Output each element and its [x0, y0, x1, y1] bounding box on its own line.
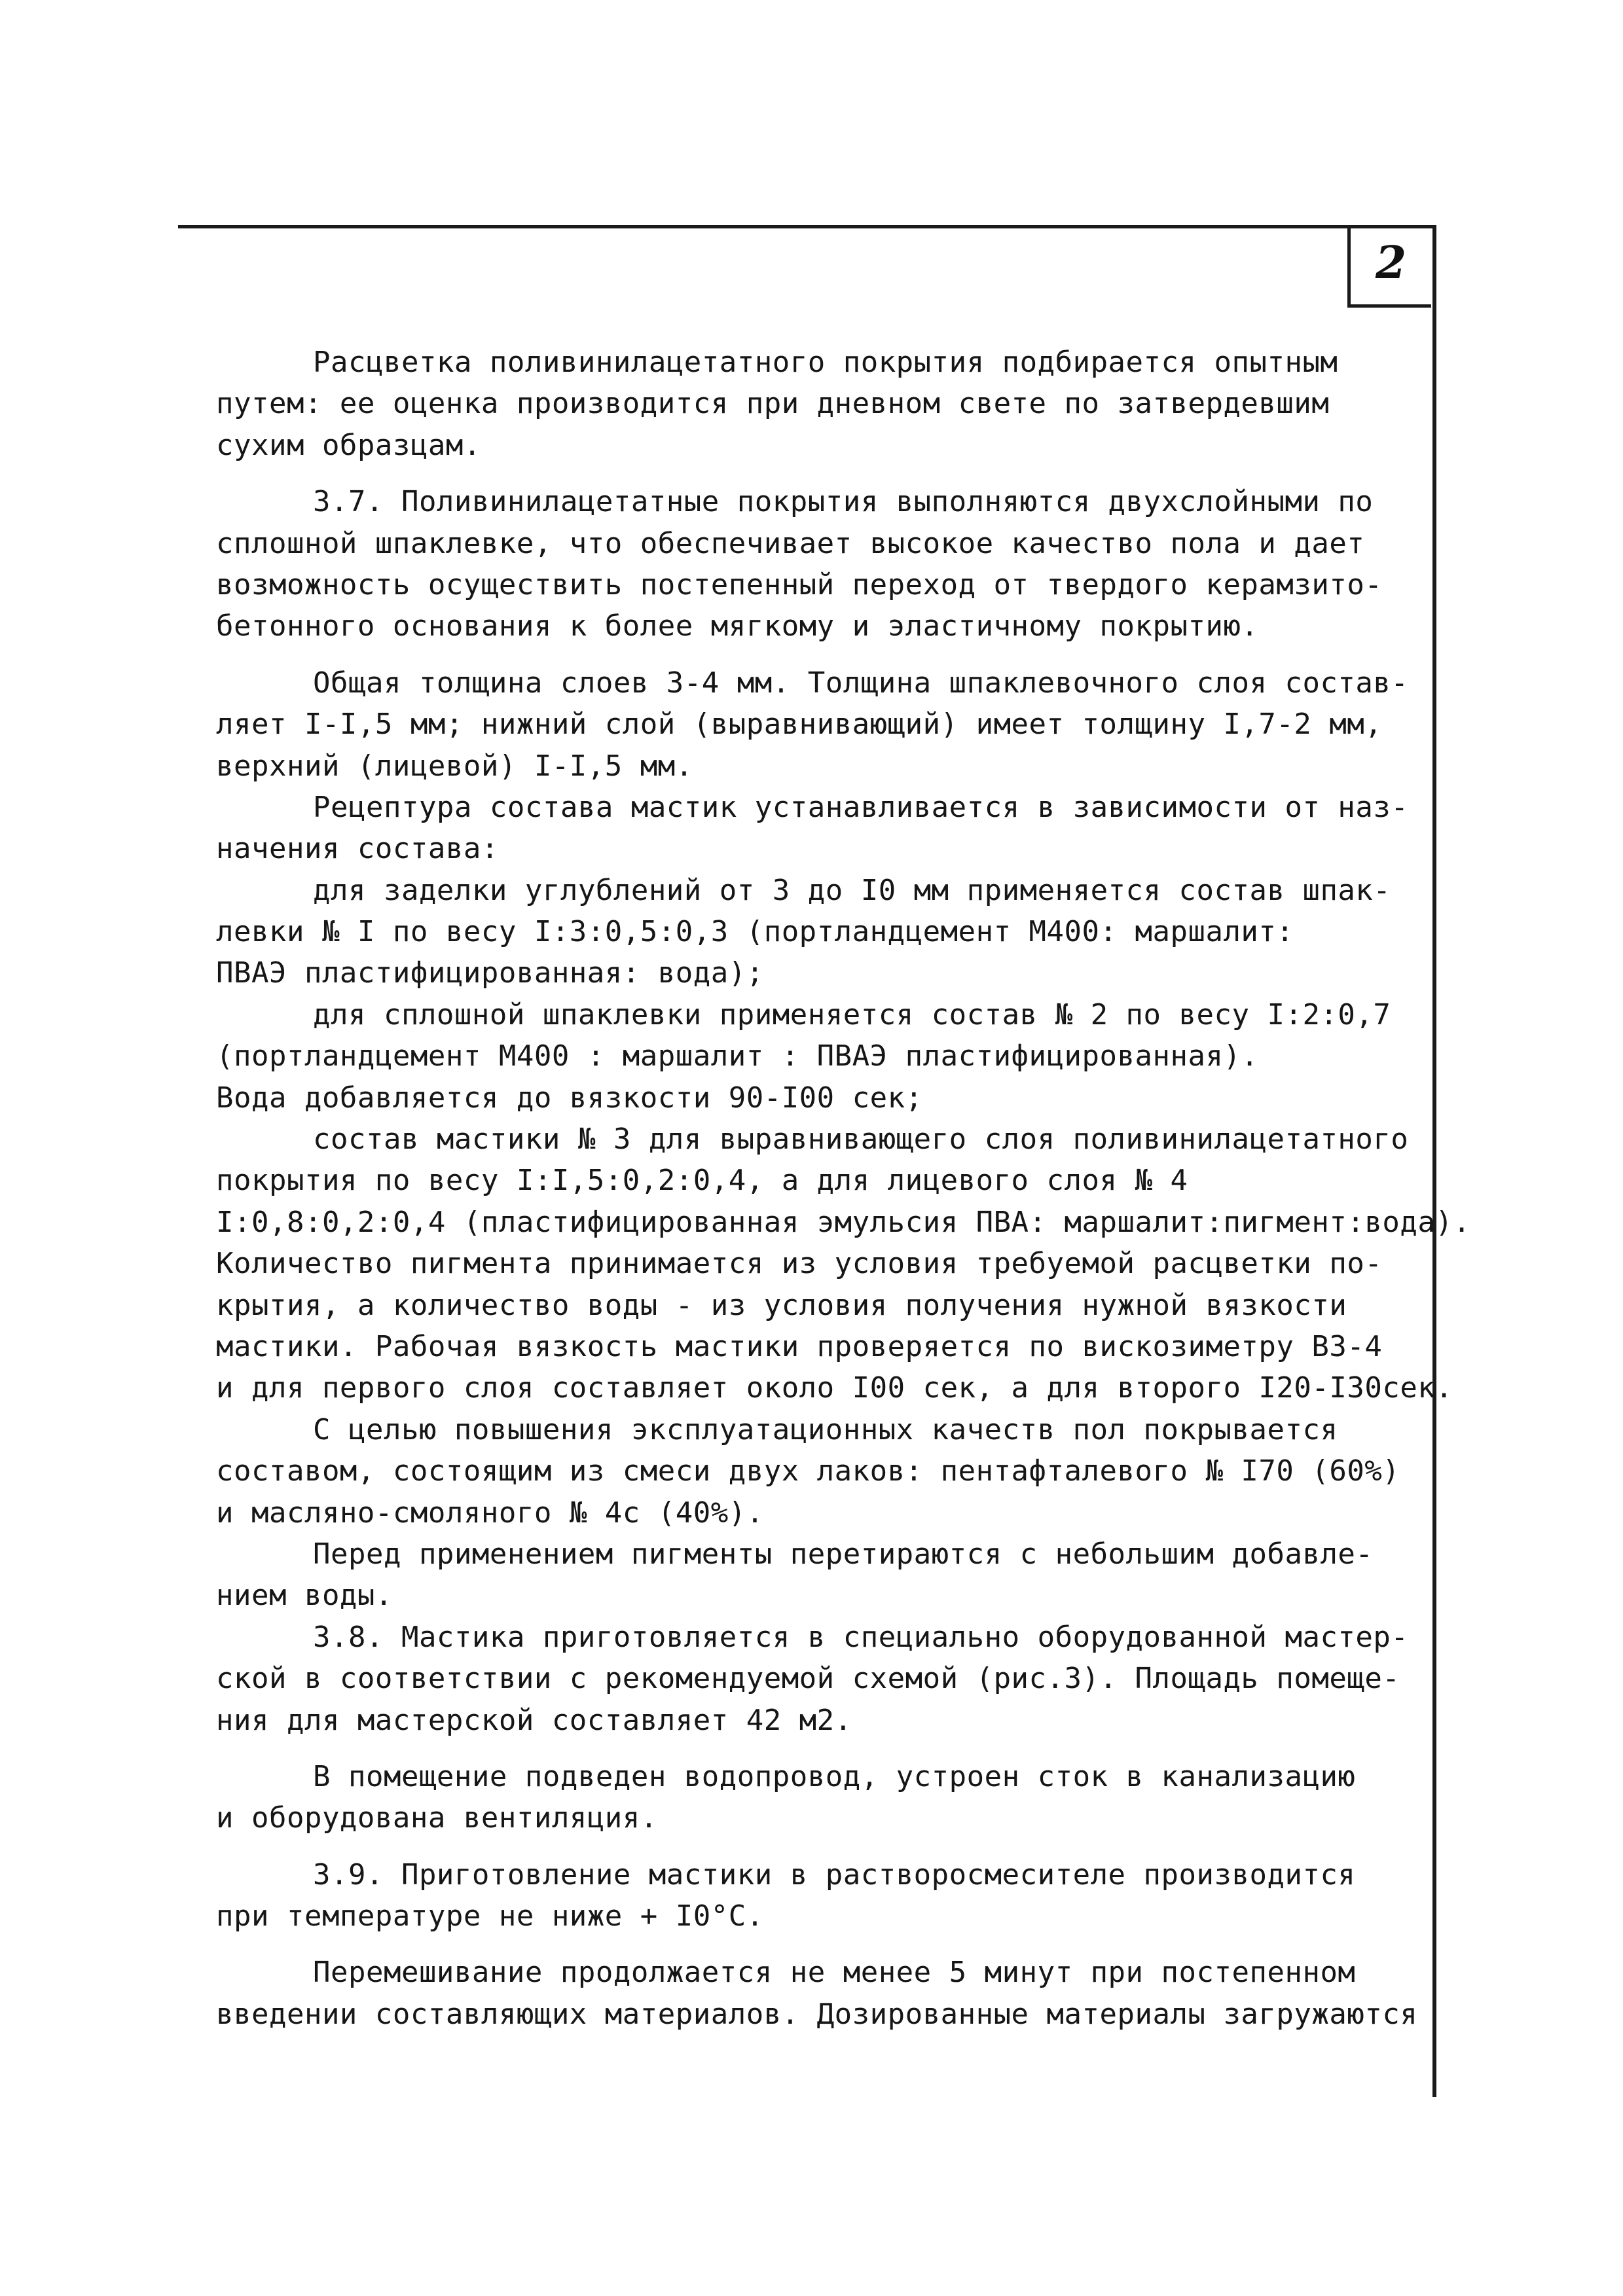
paragraph	[216, 481, 1473, 647]
text-line: сухим образцам.	[216, 428, 481, 462]
paragraph-gap	[216, 466, 1473, 481]
paragraph	[216, 787, 1473, 870]
text-line: бетонного основания к более мягкому и эластичному покрытию.	[216, 609, 1259, 643]
paragraph	[216, 994, 1473, 1119]
text-line: С целью повышения эксплуатационных качеств пол покрывается	[313, 1412, 1338, 1446]
text-line: ской в соответствии с рекомендуемой схемой (рис.3). Площадь помеще-	[216, 1662, 1400, 1696]
paragraph-gap	[216, 647, 1473, 662]
text-line: сплошной шпаклевке, что обеспечивает высокое качество пола и дает	[216, 526, 1365, 560]
text-line: начения состава:	[216, 832, 499, 866]
text-line: возможность осуществить постепенный переход от твердого керамзито-	[216, 567, 1383, 601]
text-line: Перемешивание продолжается не менее 5 минут при постепенном	[313, 1956, 1356, 1990]
text-line: введении составляющих материалов. Дозированные материалы загружаются	[216, 1997, 1418, 2031]
text-line: Перед применением пигменты перетираются с небольшим добавле-	[313, 1537, 1374, 1571]
paragraph	[216, 662, 1473, 787]
text-line: ния для мастерской составляет 42 м2.	[216, 1703, 852, 1737]
paragraph	[216, 342, 1473, 466]
paragraph	[216, 1409, 1473, 1534]
text-line: нием воды.	[216, 1579, 393, 1613]
text-line: Количество пигмента принимается из условия требуемой расцветки по-	[216, 1247, 1383, 1281]
text-line: и оборудована вентиляция.	[216, 1801, 658, 1835]
paragraph-gap	[216, 1839, 1473, 1854]
text-line: 3.7. Поливинилацетатные покрытия выполняются двухслойными по	[313, 485, 1374, 519]
text-line: для заделки углублений от 3 до I0 мм применяется состав шпак-	[313, 873, 1391, 907]
paragraph	[216, 1534, 1473, 1617]
text-line: Общая толщина слоев 3-4 мм. Толщина шпаклевочного слоя состав-	[313, 666, 1409, 700]
text-line: при температуре не ниже + I0°С.	[216, 1899, 764, 1933]
paragraph	[216, 1854, 1473, 1937]
text-line: Рецептура состава мастик устанавливается в зависимости от наз-	[313, 790, 1409, 824]
text-line: левки № I по весу I:3:0,5:0,3 (портландцемент М400: маршалит:	[216, 915, 1294, 949]
body-text	[216, 342, 1473, 2035]
text-line: крытия, а количество воды - из условия получения нужной вязкости	[216, 1288, 1347, 1322]
text-line: верхний (лицевой) I-I,5 мм.	[216, 749, 693, 783]
text-line: составом, состоящим из смеси двух лаков: пентафталевого № I70 (60%)	[216, 1454, 1400, 1488]
paragraph	[216, 1617, 1473, 1741]
paragraph	[216, 870, 1473, 994]
text-line: ляет I-I,5 мм; нижний слой (выравнивающий) имеет толщину I,7-2 мм,	[216, 708, 1383, 742]
text-line: 3.9. Приготовление мастики в растворосмесителе производится	[313, 1857, 1356, 1892]
paragraph	[216, 1119, 1473, 1409]
text-line: покрытия по весу I:I,5:0,2:0,4, а для лицевого слоя № 4	[216, 1164, 1188, 1198]
paragraph	[216, 1952, 1473, 2035]
text-line: и масляно-смоляного № 4с (40%).	[216, 1496, 764, 1530]
text-line: мастики. Рабочая вязкость мастики проверяется по вискозиметру ВЗ-4	[216, 1329, 1383, 1363]
text-line: 3.8. Мастика приготовляется в специально оборудованной мастер-	[313, 1620, 1409, 1654]
text-line: Расцветка поливинилацетатного покрытия подбирается опытным	[313, 346, 1338, 379]
page-number-box	[1347, 228, 1431, 308]
text-line: для сплошной шпаклевки применяется состав № 2 по весу I:2:0,7	[313, 997, 1391, 1031]
page-number: 2	[1375, 237, 1407, 289]
text-line: состав мастики № 3 для выравнивающего слоя поливинилацетатного	[313, 1122, 1409, 1157]
frame-top-line	[178, 225, 1435, 228]
text-line: В помещение подведен водопровод, устроен сток в канализацию	[313, 1759, 1356, 1793]
text-line: путем: ее оценка производится при дневном свете по затвердевшим	[216, 387, 1330, 421]
text-line: и для первого слоя составляет около I00 сек, а для второго I20-I30сек.	[216, 1371, 1453, 1405]
paragraph	[216, 1756, 1473, 1839]
paragraph-gap	[216, 1741, 1473, 1756]
text-line: ПВАЭ пластифицированная: вода);	[216, 956, 764, 990]
text-line: Вода добавляется до вязкости 90-I00 сек;	[216, 1081, 923, 1115]
paragraph-gap	[216, 1937, 1473, 1952]
text-line: (портландцемент М400 : маршалит : ПВАЭ пластифицированная).	[216, 1039, 1259, 1073]
text-line: I:0,8:0,2:0,4 (пластифицированная эмульсия ПВА: маршалит:пигмент:вода).	[216, 1205, 1471, 1239]
